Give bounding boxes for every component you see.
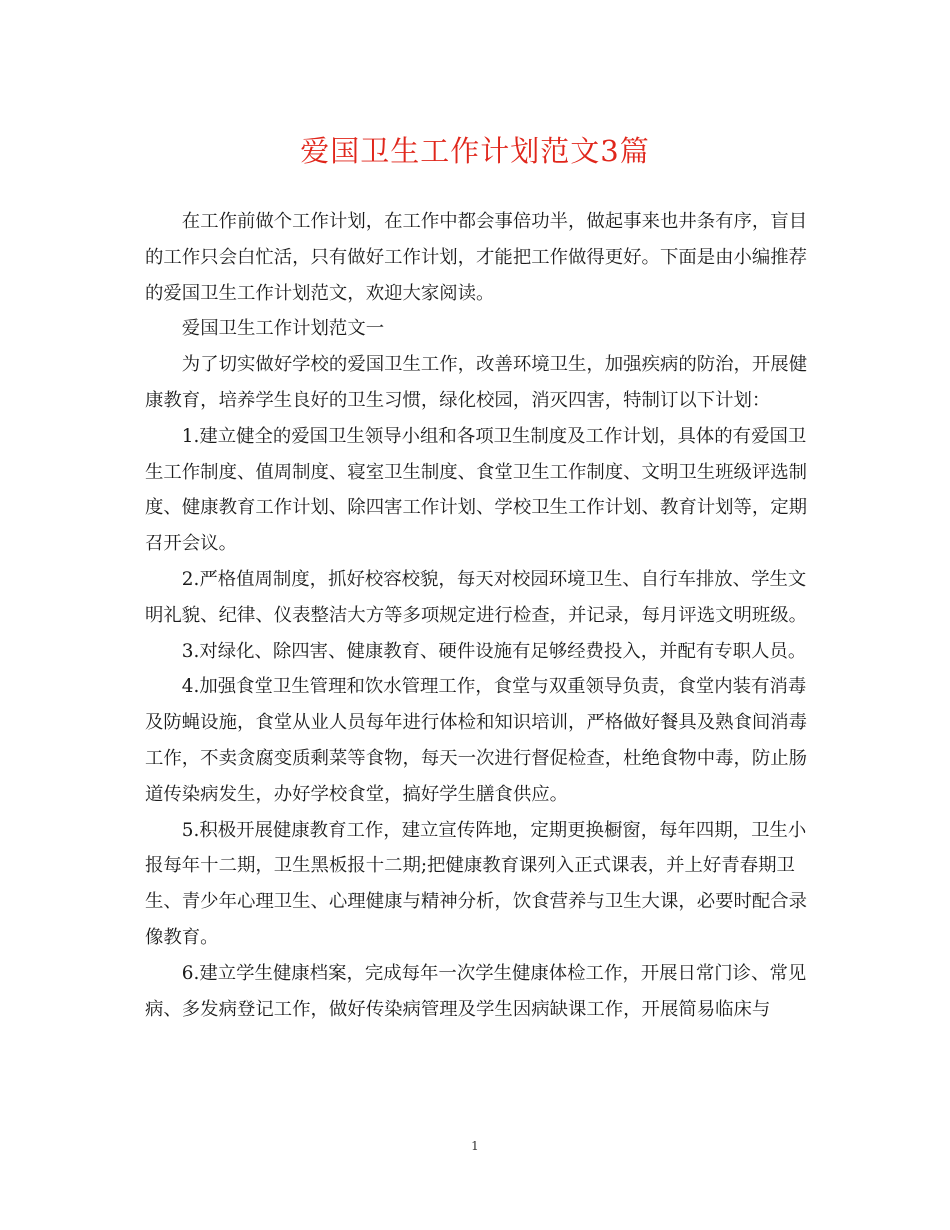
- body-paragraph: 为了切实做好学校的爱国卫生工作，改善环境卫生，加强疾病的防治，开展健康教育，培养学生良好的卫生习惯，绿化校园，消灭四害，特制订以下计划：: [145, 354, 808, 411]
- page-number: 1: [471, 1139, 479, 1153]
- list-item-5: 5.积极开展健康教育工作，建立宣传阵地，定期更换橱窗，每年四期，卫生小报每年十二期，卫生黑板报十二期;把健康教育课列入正式课表，并上好青春期卫生、青少年心理卫生、心理健康与精神分析，饮食营养与卫生大课，必要时配合录像教育。: [145, 819, 808, 948]
- list-item-2: 2.严格值周制度，抓好校容校貌，每天对校园环境卫生、自行车排放、学生文明礼貌、纪律、仪表整洁大方等多项规定进行检查，并记录，每月评选文明班级。: [145, 568, 808, 626]
- list-item-3: 3.对绿化、除四害、健康教育、硬件设施有足够经费投入，并配有专职人员。: [181, 640, 807, 662]
- document-body: [145, 204, 809, 1027]
- intro-paragraph: 在工作前做个工作计划，在工作中都会事倍功半，做起事来也井条有序，盲目的工作只会白忙活，只有做好工作计划，才能把工作做得更好。下面是由小编推荐的爱国卫生工作计划范文，欢迎大家阅读。: [145, 211, 808, 304]
- section-heading: 爱国卫生工作计划范文一: [181, 318, 385, 340]
- list-item-4: 4.加强食堂卫生管理和饮水管理工作，食堂与双重领导负责，食堂内装有消毒及防蝇设施，食堂从业人员每年进行体检和知识培训，严格做好餐具及熟食间消毒工作，不卖贪腐变质剩菜等食物，每天一次进行督促检查，杜绝食物中毒，防止肠道传染病发生，办好学校食堂，搞好学生膳食供应。: [145, 676, 808, 805]
- list-item-1: 1.建立健全的爱国卫生领导小组和各项卫生制度及工作计划，具体的有爱国卫生工作制度、值周制度、寝室卫生制度、食堂卫生工作制度、文明卫生班级评选制度、健康教育工作计划、除四害工作计划、学校卫生工作计划、教育计划等，定期召开会议。: [145, 425, 808, 555]
- document-title: 爱国卫生工作计划范文3篇: [300, 134, 650, 168]
- list-item-6: 6.建立学生健康档案，完成每年一次学生健康体检工作，开展日常门诊、常见病、多发病登记工作，做好传染病管理及学生因病缺课工作，开展简易临床与: [145, 962, 807, 1020]
